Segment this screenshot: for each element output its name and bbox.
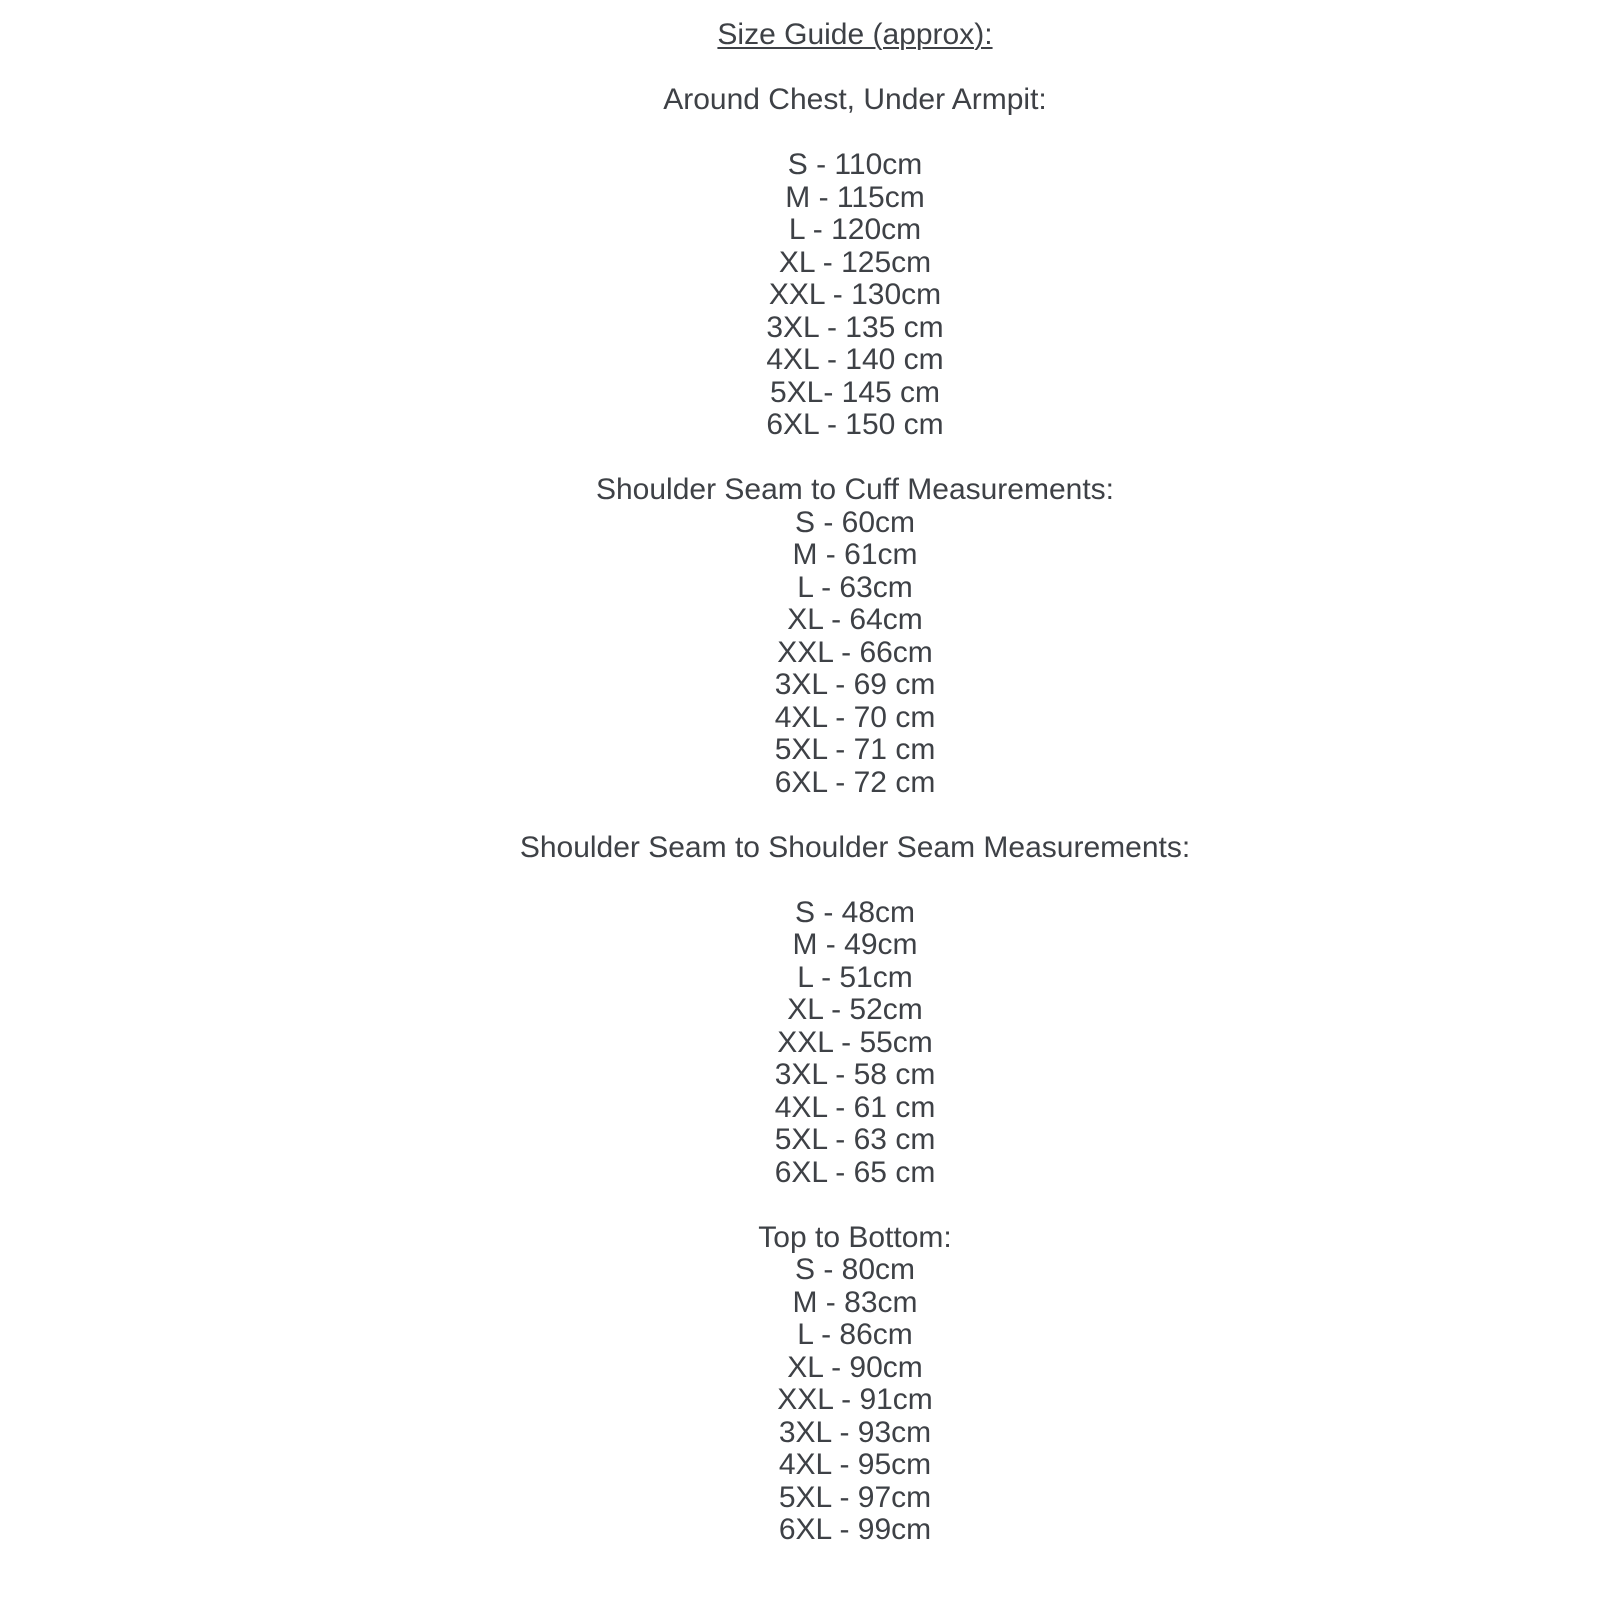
size-row: L - 51cm — [797, 960, 913, 994]
page-title: Size Guide (approx): — [717, 18, 993, 51]
size-row: L - 86cm — [797, 1318, 913, 1351]
size-row: XL - 90cm — [787, 1350, 923, 1384]
size-row: 6XL - 72 cm — [774, 765, 936, 799]
size-section — [110, 832, 1600, 1190]
size-section — [110, 1222, 1600, 1547]
size-row: S - 80cm — [794, 1253, 916, 1286]
size-row: S - 48cm — [794, 895, 916, 929]
size-row: M - 49cm — [792, 928, 918, 961]
section-heading: Shoulder Seam to Shoulder Seam Measurements: — [519, 830, 1191, 864]
blank-line — [110, 1189, 1600, 1222]
size-row: 5XL - 71 cm — [774, 733, 936, 766]
size-row: S - 60cm — [794, 505, 916, 539]
blank-line — [110, 799, 1600, 832]
size-row: M - 61cm — [792, 538, 918, 571]
size-row: 4XL - 70 cm — [774, 700, 936, 734]
blank-line — [110, 52, 1600, 85]
size-row: S - 110cm — [787, 148, 923, 181]
size-row: 5XL - 63 cm — [774, 1123, 936, 1156]
section-heading: Shoulder Seam to Cuff Measurements: — [595, 473, 1115, 506]
size-row: XL - 125cm — [778, 245, 932, 279]
size-row: XXL - 66cm — [777, 635, 933, 669]
size-row: 4XL - 95cm — [778, 1448, 932, 1481]
size-row: XXL - 130cm — [768, 278, 942, 311]
size-row: 3XL - 135 cm — [766, 310, 944, 344]
size-row: XL - 52cm — [787, 993, 923, 1026]
size-row: XL - 64cm — [787, 603, 923, 636]
size-row: 6XL - 150 cm — [766, 408, 944, 441]
size-row: 5XL- 145 cm — [769, 375, 941, 409]
size-row: 5XL - 97cm — [778, 1480, 932, 1514]
size-section — [110, 84, 1600, 442]
size-row: XXL - 55cm — [777, 1025, 933, 1059]
size-row: L - 120cm — [788, 213, 922, 246]
blank-line — [110, 864, 1600, 897]
size-section — [110, 474, 1600, 799]
size-row: M - 115cm — [785, 180, 925, 214]
size-row: 4XL - 61 cm — [774, 1090, 936, 1124]
size-row: 3XL - 58 cm — [774, 1058, 936, 1091]
size-row: 6XL - 65 cm — [774, 1155, 936, 1189]
section-heading: Top to Bottom: — [758, 1220, 952, 1254]
blank-line — [110, 117, 1600, 150]
size-row: 3XL - 69 cm — [774, 668, 936, 701]
size-sections-container — [110, 52, 1600, 1547]
size-row: M - 83cm — [792, 1285, 918, 1319]
size-row: L - 63cm — [797, 570, 913, 604]
blank-line — [110, 442, 1600, 475]
section-heading: Around Chest, Under Armpit: — [663, 83, 1047, 116]
size-row: 6XL - 99cm — [778, 1513, 932, 1546]
size-row: 3XL - 93cm — [778, 1415, 932, 1449]
size-row: XXL - 91cm — [777, 1383, 933, 1416]
size-row: 4XL - 140 cm — [766, 343, 944, 376]
